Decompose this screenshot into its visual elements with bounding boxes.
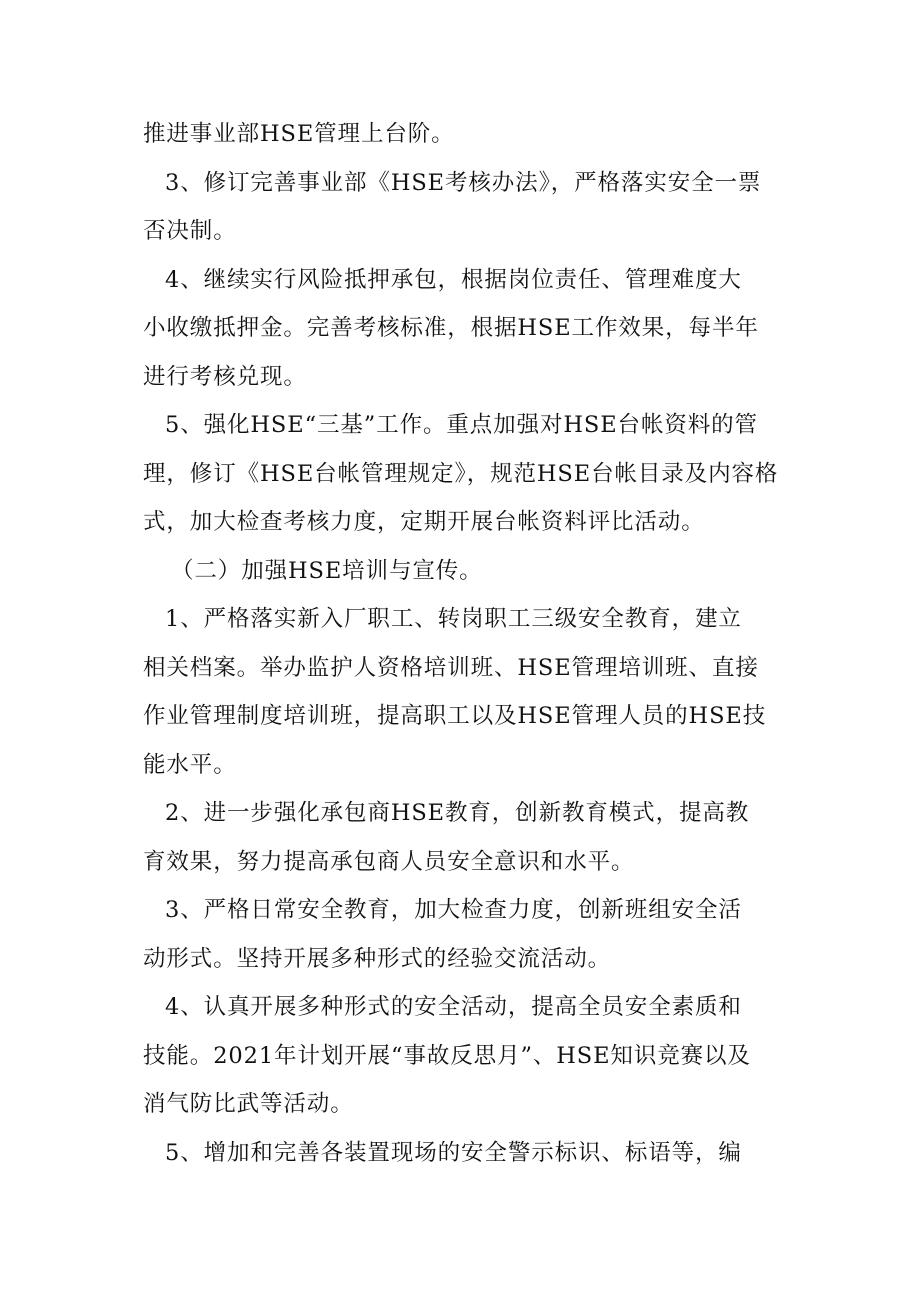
text-line: 能水平。 bbox=[143, 751, 237, 778]
text-line: 2、进一步强化承包商HSE教育，创新教育模式，提高教 bbox=[165, 800, 750, 826]
text-line: 式，加大检查考核力度，定期开展台帐资料评比活动。 bbox=[143, 509, 705, 535]
text-line: 推进事业部HSE管理上台阶。 bbox=[143, 121, 455, 147]
text-line: 4、继续实行风险抵押承包，根据岗位责任、管理难度大 bbox=[165, 266, 742, 293]
text-line: 否决制。 bbox=[143, 218, 237, 244]
text-line: 1、严格落实新入厂职工、转岗职工三级安全教育，建立 bbox=[165, 606, 742, 632]
text-line: 理，修订《HSE台帐管理规定》，规范HSE台帐目录及内容格 bbox=[143, 460, 779, 487]
text-line: 进行考核兑现。 bbox=[143, 363, 307, 390]
text-line: 育效果，努力提高承包商人员安全意识和水平。 bbox=[143, 848, 635, 875]
text-line: 相关档案。举办监护人资格培训班、HSE管理培训班、直接 bbox=[143, 654, 759, 681]
text-line: 技能。2021年计划开展“事故反思月”、HSE知识竞赛以及 bbox=[143, 1042, 751, 1069]
text-line: 动形式。坚持开展多种形式的经验交流活动。 bbox=[143, 945, 612, 972]
text-line: 4、认真开展多种形式的安全活动，提高全员安全素质和 bbox=[165, 994, 742, 1020]
text-line: 3、严格日常安全教育，加大检查力度，创新班组安全活 bbox=[165, 897, 742, 923]
section-heading: （二）加强HSE培训与宣传。 bbox=[171, 557, 483, 584]
text-line: 5、强化HSE“三基”工作。重点加强对HSE台帐资料的管 bbox=[165, 412, 758, 438]
text-line: 3、修订完善事业部《HSE考核办法》，严格落实安全一票 bbox=[165, 169, 762, 196]
text-line: 作业管理制度培训班，提高职工以及HSE管理人员的HSE技 bbox=[143, 703, 767, 729]
text-line: 5、增加和完善各装置现场的安全警示标识、标语等，编 bbox=[165, 1139, 742, 1166]
text-line: 小收缴抵押金。完善考核标准，根据HSE工作效果，每半年 bbox=[143, 315, 759, 341]
document-body bbox=[143, 110, 783, 1177]
text-line: 消气防比武等活动。 bbox=[143, 1091, 354, 1117]
